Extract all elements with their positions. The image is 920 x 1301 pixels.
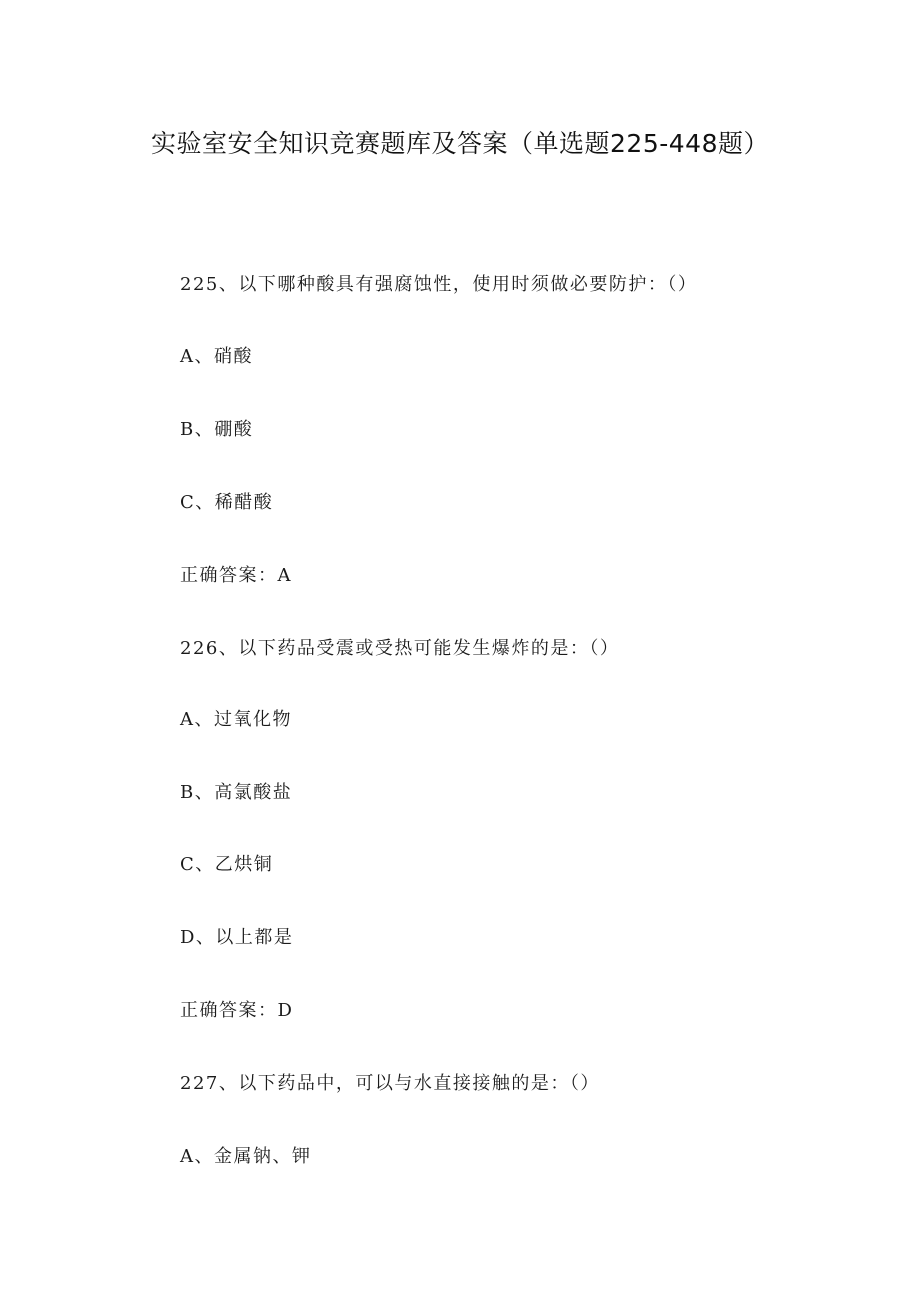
- question-226-answer: 正确答案：D: [180, 1000, 294, 1021]
- question-225-option-c: C、稀醋酸: [180, 492, 274, 513]
- question-226-option-b: B、高氯酸盐: [180, 782, 293, 803]
- question-226: 226、以下药品受震或受热可能发生爆炸的是：（）: [180, 638, 620, 659]
- question-225-option-a: A、硝酸: [180, 346, 253, 367]
- question-225-option-b: B、硼酸: [180, 419, 254, 440]
- question-226-option-c: C、乙烘铜: [180, 854, 274, 875]
- question-227-option-a: A、金属钠、钾: [180, 1146, 312, 1167]
- question-226-option-a: A、过氧化物: [180, 709, 292, 730]
- question-225-answer: 正确答案：A: [180, 565, 292, 586]
- question-225: 225、以下哪种酸具有强腐蚀性，使用时须做必要防护：（）: [180, 274, 698, 295]
- question-227: 227、以下药品中，可以与水直接接触的是：（）: [180, 1073, 600, 1094]
- document-title: 实验室安全知识竞赛题库及答案（单选题225-448题）: [151, 129, 769, 158]
- question-226-option-d: D、以上都是: [180, 927, 294, 948]
